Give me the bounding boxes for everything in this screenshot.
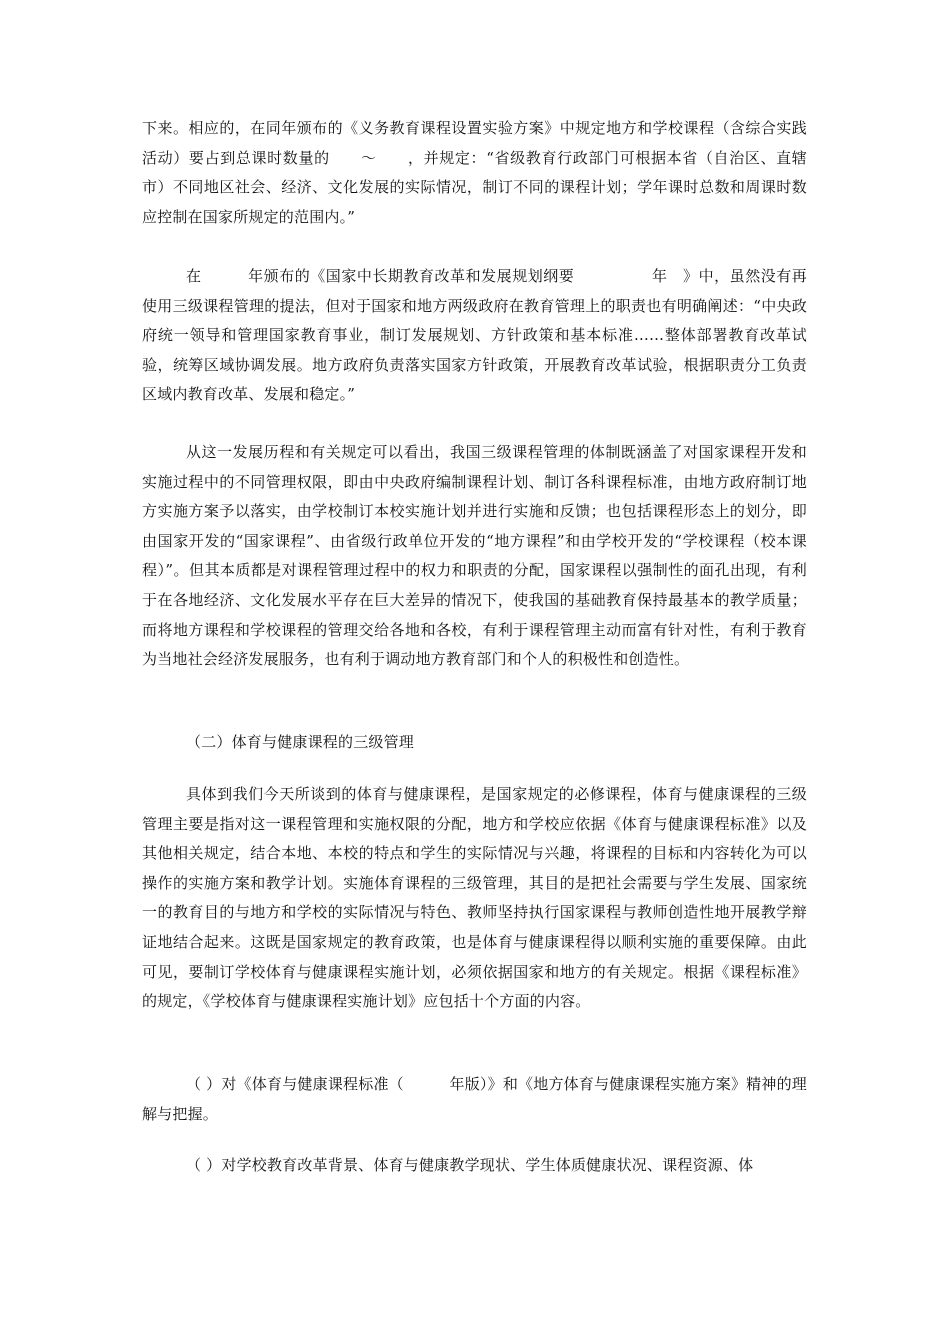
paragraph-1: 下来。相应的，在同年颁布的《义务教育课程设置实验方案》中规定地方和学校课程（含综合实践活动）要占到总课时数量的 ～ ，并规定：“省级教育行政部门可根据本省（自治区、直辖市）不同地区社会、经济、文化发展的实际情况，制订不同的课程计划；学年课时总数和周课时数应控制在国家所规定的范围内。” — [142, 119, 807, 226]
paragraph-2: 在 年颁布的《国家中长期教育改革和发展规划纲要 年 》中，虽然没有再使用三级课程管理的提法，但对于国家和地方两级政府在教育管理上的职责也有明确阐述：“中央政府统一领导和管理国家教育事业，制订发展规划、方针政策和基本标准……整体部署教育改革试验，统筹区域协调发展。地方政府负责落实国家方针政策，开展教育改革试验，根据职责分工负责区域内教育改革、发展和稳定。” — [142, 267, 807, 404]
section-heading: （二）体育与健康课程的三级管理 — [186, 733, 415, 751]
list-item-1: （ ）对《体育与健康课程标准（ 年版）》和《地方体育与健康课程实施方案》精神的理解与把握。 — [142, 1075, 807, 1123]
paragraph-4: 具体到我们今天所谈到的体育与健康课程，是国家规定的必修课程，体育与健康课程的三级管理主要是指对这一课程管理和实施权限的分配，地方和学校应依据《体育与健康课程标准》以及其他相关规定，结合本地、本校的特点和学生的实际情况与兴趣，将课程的目标和内容转化为可以操作的实施方案和教学计划。实施体育课程的三级管理，其目的是把社会需要与学生发展、国家统一的教育目的与地方和学校的实际情况与特色、教师坚持执行国家课程与教师创造性地开展教学辩证地结合起来。这既是国家规定的教育政策，也是体育与健康课程得以顺利实施的重要保障。由此可见，要制订学校体育与健康课程实施计划，必须依据国家和地方的有关规定。根据《课程标准》的规定，《学校体育与健康课程实施计划》应包括十个方面的内容。 — [142, 785, 807, 1011]
list-item-2: （ ）对学校教育改革背景、体育与健康教学现状、学生体质健康状况、课程资源、体 — [186, 1156, 754, 1174]
paragraph-3: 从这一发展历程和有关规定可以看出，我国三级课程管理的体制既涵盖了对国家课程开发和实施过程中的不同管理权限，即由中央政府编制课程计划、制订各科课程标准，由地方政府制订地方实施方案予以落实，由学校制订本校实施计划并进行实施和反馈；也包括课程形态上的划分，即由国家开发的“国家课程”、由省级行政单位开发的“地方课程”和由学校开发的“学校课程（校本课程）”。但其本质都是对课程管理过程中的权力和职责的分配，国家课程以强制性的面孔出现，有利于在各地经济、文化发展水平存在巨大差异的情况下，使我国的基础教育保持最基本的教学质量；而将地方课程和学校课程的管理交给各地和各校，有利于课程管理主动而富有针对性，有利于教育为当地社会经济发展服务，也有利于调动地方教育部门和个人的积极性和创造性。 — [142, 443, 807, 669]
